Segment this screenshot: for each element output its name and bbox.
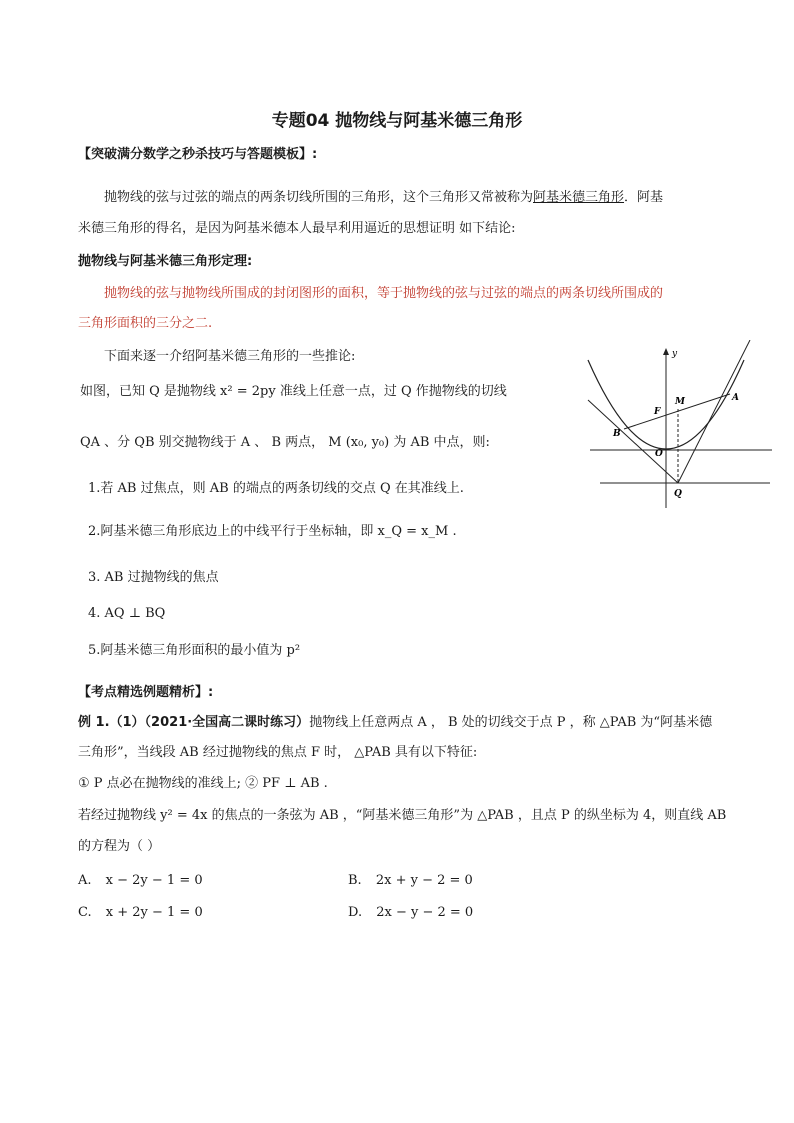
- example-line-3: ① P 点必在抛物线的准线上; ② PF ⊥ AB .: [78, 776, 328, 791]
- example-label: 例 1.（1）（2021·全国高二课时练习）: [78, 715, 310, 730]
- theorem-line-2: 三角形面积的三分之二.: [78, 316, 213, 331]
- option-d-value: 2x − y − 2 = 0: [376, 905, 474, 920]
- example-line-1-text: 抛物线上任意两点 A ， B 处的切线交于点 P ，称 △PAB 为“阿基米德: [309, 715, 713, 730]
- archimedes-triangle-figure: [580, 340, 780, 512]
- option-a-value: x − 2y − 1 = 0: [105, 873, 203, 888]
- label-q: Q: [674, 489, 682, 499]
- tangent-qb: [588, 400, 678, 483]
- option-a: [78, 872, 203, 890]
- option-a-label: A.: [78, 873, 92, 888]
- theorem-line-1: 抛物线的弦与抛物线所围成的封闭图形的面积，等于抛物线的弦与过弦的端点的两条切线所围成的: [104, 286, 664, 301]
- intro-line-2: 米德三角形的得名，是因为阿基米德本人最早利用逼近的思想证明 如下结论:: [78, 221, 516, 236]
- label-m: M: [675, 397, 685, 407]
- inference-item-2: 2.阿基米德三角形底边上的中线平行于坐标轴，即 x_Q = x_M .: [88, 524, 457, 539]
- setup-line-2: QA 、分 QB 别交抛物线于 A 、 B 两点， M (x₀, y₀) 为 AB 中点，则:: [80, 435, 490, 450]
- label-b: B: [613, 429, 621, 439]
- example-line-5: 的方程为（ ）: [78, 839, 161, 854]
- intro-text-b: ．阿基: [624, 190, 664, 205]
- label-f: F: [654, 407, 661, 417]
- inference-item-5: 5.阿基米德三角形面积的最小值为 p²: [88, 643, 301, 658]
- inference-item-3: 3. AB 过抛物线的焦点: [88, 570, 219, 585]
- option-c-value: x + 2y − 1 = 0: [105, 905, 203, 920]
- label-y: y: [672, 349, 678, 359]
- example-line-1: [78, 714, 712, 732]
- inference-item-1: 1.若 AB 过焦点，则 AB 的端点的两条切线的交点 Q 在其准线上.: [88, 481, 464, 496]
- y-axis-arrow: [663, 348, 669, 355]
- setup-line-1: 如图，已知 Q 是抛物线 x² = 2py 准线上任意一点，过 Q 作抛物线的切线: [80, 384, 507, 399]
- option-d: [348, 904, 473, 922]
- theorem-header: 抛物线与阿基米德三角形定理:: [78, 254, 253, 269]
- label-o: O: [655, 449, 663, 459]
- option-d-label: D.: [348, 905, 363, 920]
- example-line-4: 若经过抛物线 y² = 4x 的焦点的一条弦为 AB ，“阿基米德三角形”为 △PAB ，且点 P 的纵坐标为 4，则直线 AB: [78, 808, 727, 823]
- option-b: [348, 872, 473, 890]
- tangent-qa: [678, 340, 750, 483]
- example-line-2: 三角形”，当线段 AB 经过抛物线的焦点 F 时， △PAB 具有以下特征:: [78, 745, 478, 760]
- option-b-label: B.: [348, 873, 362, 888]
- section-header-techniques: 【突破满分数学之秒杀技巧与答题模板】:: [78, 147, 318, 162]
- option-b-value: 2x + y − 2 = 0: [375, 873, 473, 888]
- option-c: [78, 904, 203, 922]
- section-header-examples: 【考点精选例题精析】:: [78, 685, 214, 700]
- inference-intro: 下面来逐一介绍阿基米德三角形的一些推论:: [104, 349, 356, 364]
- intro-line-1: [104, 189, 663, 207]
- option-c-label: C.: [78, 905, 92, 920]
- label-a: A: [732, 393, 739, 403]
- inference-item-4: 4. AQ ⊥ BQ: [88, 606, 166, 621]
- intro-text-a: 抛物线的弦与过弦的端点的两条切线所围的三角形，这个三角形又常被称为: [104, 190, 534, 205]
- page-title: 专题04 抛物线与阿基米德三角形: [271, 111, 523, 131]
- term-archimedes-triangle: 阿基米德三角形: [533, 190, 625, 205]
